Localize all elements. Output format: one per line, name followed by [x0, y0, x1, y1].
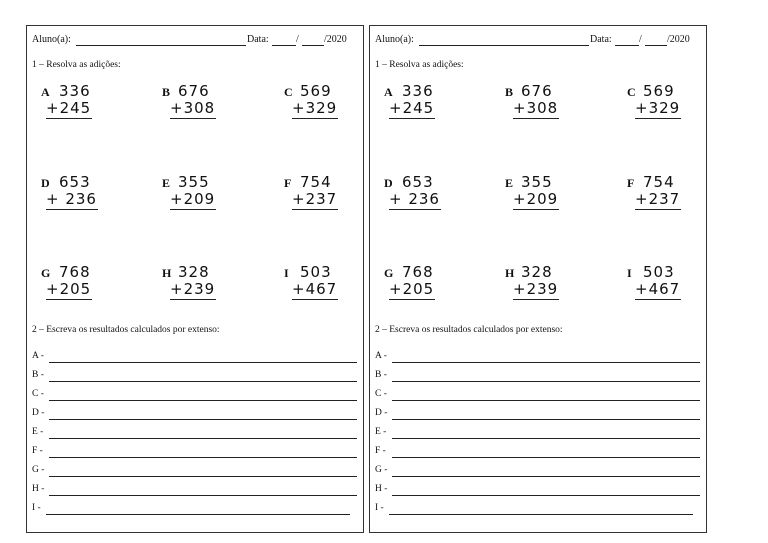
student-name-label: Aluno(a):	[32, 34, 71, 45]
worksheet-right	[369, 25, 707, 533]
problem-c	[284, 82, 374, 122]
student-name-label: Aluno(a):	[375, 34, 414, 45]
problem-letter: B	[505, 85, 514, 99]
addend-top: 653	[59, 173, 91, 191]
date-year: /2020	[324, 34, 347, 45]
date-month-blank[interactable]	[645, 34, 667, 46]
answer-blank[interactable]	[392, 362, 700, 363]
answer-blank[interactable]	[49, 419, 357, 420]
problem-a	[41, 82, 131, 122]
answer-blank[interactable]	[49, 381, 357, 382]
addend-top: 768	[402, 263, 434, 281]
addend-bottom: +467	[635, 280, 681, 298]
answer-blank[interactable]	[49, 400, 357, 401]
answer-label: B -	[375, 370, 387, 380]
date-month-blank[interactable]	[302, 34, 324, 46]
problem-b	[162, 82, 252, 122]
addend-top: 336	[402, 82, 434, 100]
date-label: Data:	[590, 34, 612, 45]
answer-row-h	[375, 479, 705, 498]
answer-row-i	[375, 498, 705, 517]
answer-blank[interactable]	[49, 457, 357, 458]
problem-a	[384, 82, 474, 122]
answer-blank[interactable]	[392, 438, 700, 439]
problem-e	[162, 173, 252, 213]
addend-top: 503	[643, 263, 675, 281]
problem-h	[162, 263, 252, 303]
answer-blank[interactable]	[392, 495, 700, 496]
addend-bottom: +209	[170, 190, 216, 208]
answer-label: C -	[375, 389, 387, 399]
worksheet-left	[26, 25, 364, 533]
answer-label: A -	[375, 351, 387, 361]
answer-blank[interactable]	[389, 514, 693, 515]
addend-top: 676	[521, 82, 553, 100]
addend-top: 754	[300, 173, 332, 191]
student-name-blank[interactable]	[76, 34, 246, 46]
student-name-blank[interactable]	[419, 34, 589, 46]
answer-row-h	[32, 479, 362, 498]
answer-row-f	[32, 441, 362, 460]
answer-blank[interactable]	[392, 381, 700, 382]
answer-label: F -	[32, 446, 43, 456]
answer-label: E -	[375, 427, 387, 437]
problem-letter: H	[505, 266, 515, 280]
addend-top: 569	[643, 82, 675, 100]
answer-row-e	[375, 422, 705, 441]
addend-bottom: +308	[513, 99, 559, 117]
problem-c	[627, 82, 717, 122]
problem-letter: D	[384, 176, 393, 190]
answer-blank[interactable]	[392, 419, 700, 420]
answer-row-g	[375, 460, 705, 479]
answer-row-f	[375, 441, 705, 460]
section-1-title: 1 – Resolva as adições:	[32, 60, 121, 70]
answer-label: E -	[32, 427, 44, 437]
date-separator: /	[296, 34, 299, 45]
answer-row-c	[32, 384, 362, 403]
problem-g	[384, 263, 474, 303]
date-day-blank[interactable]	[615, 34, 639, 46]
problem-letter: H	[162, 266, 172, 280]
problem-letter: F	[284, 176, 292, 190]
answer-label: I -	[32, 503, 41, 513]
problem-letter: E	[505, 176, 514, 190]
answer-row-e	[32, 422, 362, 441]
problem-letter: D	[41, 176, 50, 190]
answer-blank[interactable]	[49, 438, 357, 439]
addend-top: 653	[402, 173, 434, 191]
date-label: Data:	[247, 34, 269, 45]
answer-list	[32, 346, 362, 517]
addend-top: 768	[59, 263, 91, 281]
problem-f	[284, 173, 374, 213]
addend-top: 569	[300, 82, 332, 100]
addend-bottom: +308	[170, 99, 216, 117]
problem-letter: A	[384, 85, 393, 99]
addend-bottom: +245	[46, 99, 92, 117]
problem-letter: E	[162, 176, 171, 190]
answer-row-d	[32, 403, 362, 422]
answer-label: A -	[32, 351, 44, 361]
answer-row-g	[32, 460, 362, 479]
addend-top: 328	[178, 263, 210, 281]
addend-bottom: +205	[46, 280, 92, 298]
addend-bottom: +205	[389, 280, 435, 298]
problem-letter: G	[384, 266, 394, 280]
addend-bottom: +329	[292, 99, 338, 117]
answer-label: G -	[32, 465, 45, 475]
addend-top: 503	[300, 263, 332, 281]
problem-letter: F	[627, 176, 635, 190]
addend-top: 355	[521, 173, 553, 191]
answer-label: D -	[375, 408, 388, 418]
addend-bottom: +239	[170, 280, 216, 298]
answer-label: B -	[32, 370, 44, 380]
problem-d	[41, 173, 131, 213]
answer-blank[interactable]	[392, 476, 700, 477]
answer-label: D -	[32, 408, 45, 418]
addend-top: 328	[521, 263, 553, 281]
answer-label: I -	[375, 503, 384, 513]
problem-letter: I	[627, 266, 632, 280]
problem-b	[505, 82, 595, 122]
date-separator: /	[639, 34, 642, 45]
answer-blank[interactable]	[46, 514, 350, 515]
problem-letter: C	[284, 85, 293, 99]
section-2-title: 2 – Escreva os resultados calculados por extenso:	[375, 325, 563, 335]
problem-f	[627, 173, 717, 213]
addend-bottom: +237	[635, 190, 681, 208]
answer-row-b	[375, 365, 705, 384]
answer-blank[interactable]	[392, 457, 700, 458]
answer-list	[375, 346, 705, 517]
answer-label: H -	[375, 484, 388, 494]
addend-top: 754	[643, 173, 675, 191]
problem-g	[41, 263, 131, 303]
answer-row-i	[32, 498, 362, 517]
problem-i	[284, 263, 374, 303]
answer-row-b	[32, 365, 362, 384]
answer-row-a	[32, 346, 362, 365]
problem-e	[505, 173, 595, 213]
answer-label: F -	[375, 446, 386, 456]
addend-bottom: + 236	[46, 190, 97, 208]
problem-i	[627, 263, 717, 303]
addend-bottom: +329	[635, 99, 681, 117]
problem-h	[505, 263, 595, 303]
problem-letter: G	[41, 266, 51, 280]
addend-bottom: +245	[389, 99, 435, 117]
answer-row-d	[375, 403, 705, 422]
section-2-title: 2 – Escreva os resultados calculados por extenso:	[32, 325, 220, 335]
addend-bottom: +239	[513, 280, 559, 298]
answer-blank[interactable]	[392, 400, 700, 401]
addend-bottom: + 236	[389, 190, 440, 208]
addend-top: 676	[178, 82, 210, 100]
addend-bottom: +237	[292, 190, 338, 208]
answer-blank[interactable]	[49, 362, 357, 363]
answer-row-a	[375, 346, 705, 365]
addend-bottom: +209	[513, 190, 559, 208]
problem-letter: A	[41, 85, 50, 99]
answer-label: H -	[32, 484, 45, 494]
header-row	[375, 34, 703, 48]
answer-label: G -	[375, 465, 388, 475]
problem-d	[384, 173, 474, 213]
addend-top: 336	[59, 82, 91, 100]
answer-blank[interactable]	[49, 476, 357, 477]
date-day-blank[interactable]	[272, 34, 296, 46]
section-1-title: 1 – Resolva as adições:	[375, 60, 464, 70]
addend-bottom: +467	[292, 280, 338, 298]
problem-letter: C	[627, 85, 636, 99]
answer-blank[interactable]	[49, 495, 357, 496]
header-row	[32, 34, 360, 48]
date-year: /2020	[667, 34, 690, 45]
answer-row-c	[375, 384, 705, 403]
problem-letter: B	[162, 85, 171, 99]
problem-letter: I	[284, 266, 289, 280]
answer-label: C -	[32, 389, 44, 399]
addend-top: 355	[178, 173, 210, 191]
